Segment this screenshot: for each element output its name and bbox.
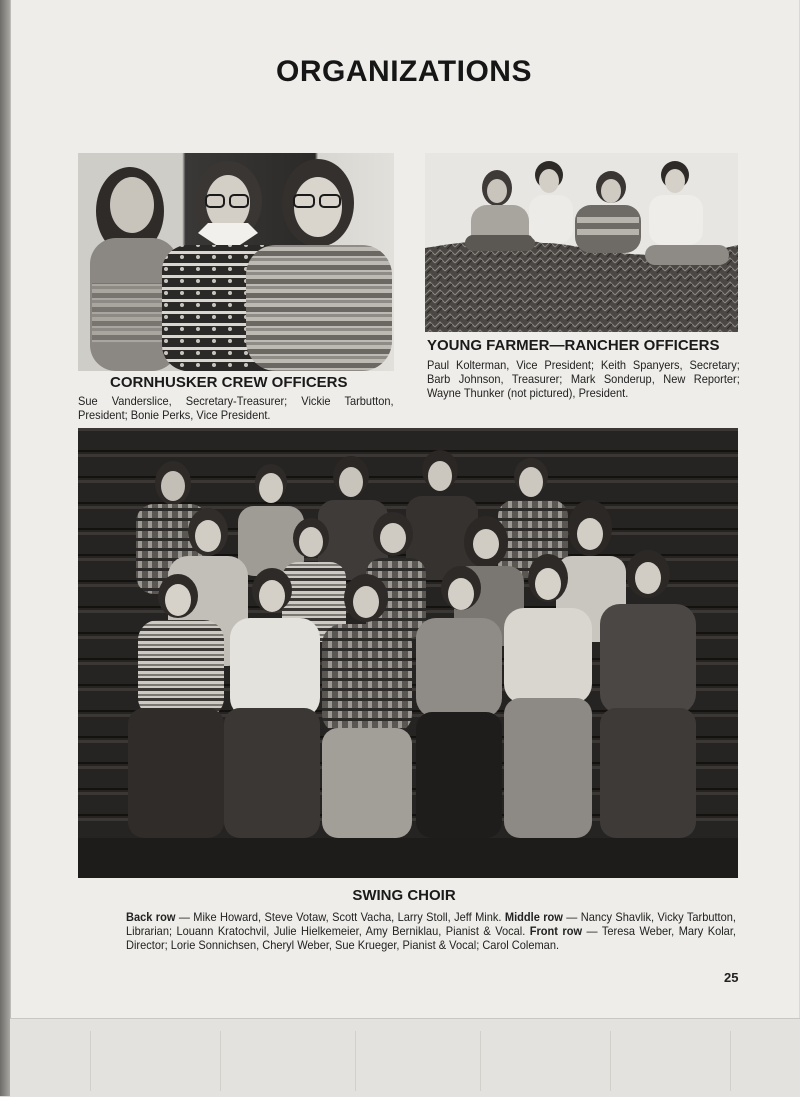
edge-divider [220,1031,221,1091]
back-row-names: — Mike Howard, Steve Votaw, Scott Vacha, Larry Stoll, Jeff Mink. [175,910,505,924]
front-row-names: — Teresa Weber, Mary Kolar, Director; Lorie Sonnichsen, Cheryl Weber, Sue Krueger, Pianist & Vocal; Carol Coleman. [126,924,736,952]
young-farmer-photo [425,153,738,332]
swing-choir-photo [78,428,738,878]
next-page-edge [10,1018,800,1097]
front-row-label: Front row [529,924,583,938]
young-farmer-caption: Paul Kolterman, Vice President; Keith Spanyers, Secretary; Barb Johnson, Treasurer; Mark Sonderup, New Reporter; Wayne Thunker (not pictured), President. [427,358,740,400]
edge-divider [355,1031,356,1091]
middle-row-label: Middle row [504,910,563,924]
edge-divider [610,1031,611,1091]
page-number: 25 [724,970,739,985]
page-title: ORGANIZATIONS [276,55,532,88]
middle-row-names: — Nancy Shavlik, Vicky Tarbutton, Librarian; Louann Kratochvil, Julie Hielkemeier, Amy Berniklau, Pianist & Vocal. [126,910,736,938]
edge-divider [480,1031,481,1091]
edge-divider [730,1031,731,1091]
swing-choir-heading: SWING CHOIR [352,887,456,904]
cornhusker-caption: Sue Vanderslice, Secretary-Treasurer; Vickie Tarbutton, President; Bonie Perks, Vice President. [78,394,394,422]
swing-choir-caption [126,910,736,952]
cornhusker-heading: CORNHUSKER CREW OFFICERS [110,374,348,391]
edge-divider [90,1031,91,1091]
book-binding [0,0,10,1096]
young-farmer-heading: YOUNG FARMER—RANCHER OFFICERS [427,337,720,354]
cornhusker-photo [78,153,394,371]
back-row-label: Back row [126,910,176,924]
